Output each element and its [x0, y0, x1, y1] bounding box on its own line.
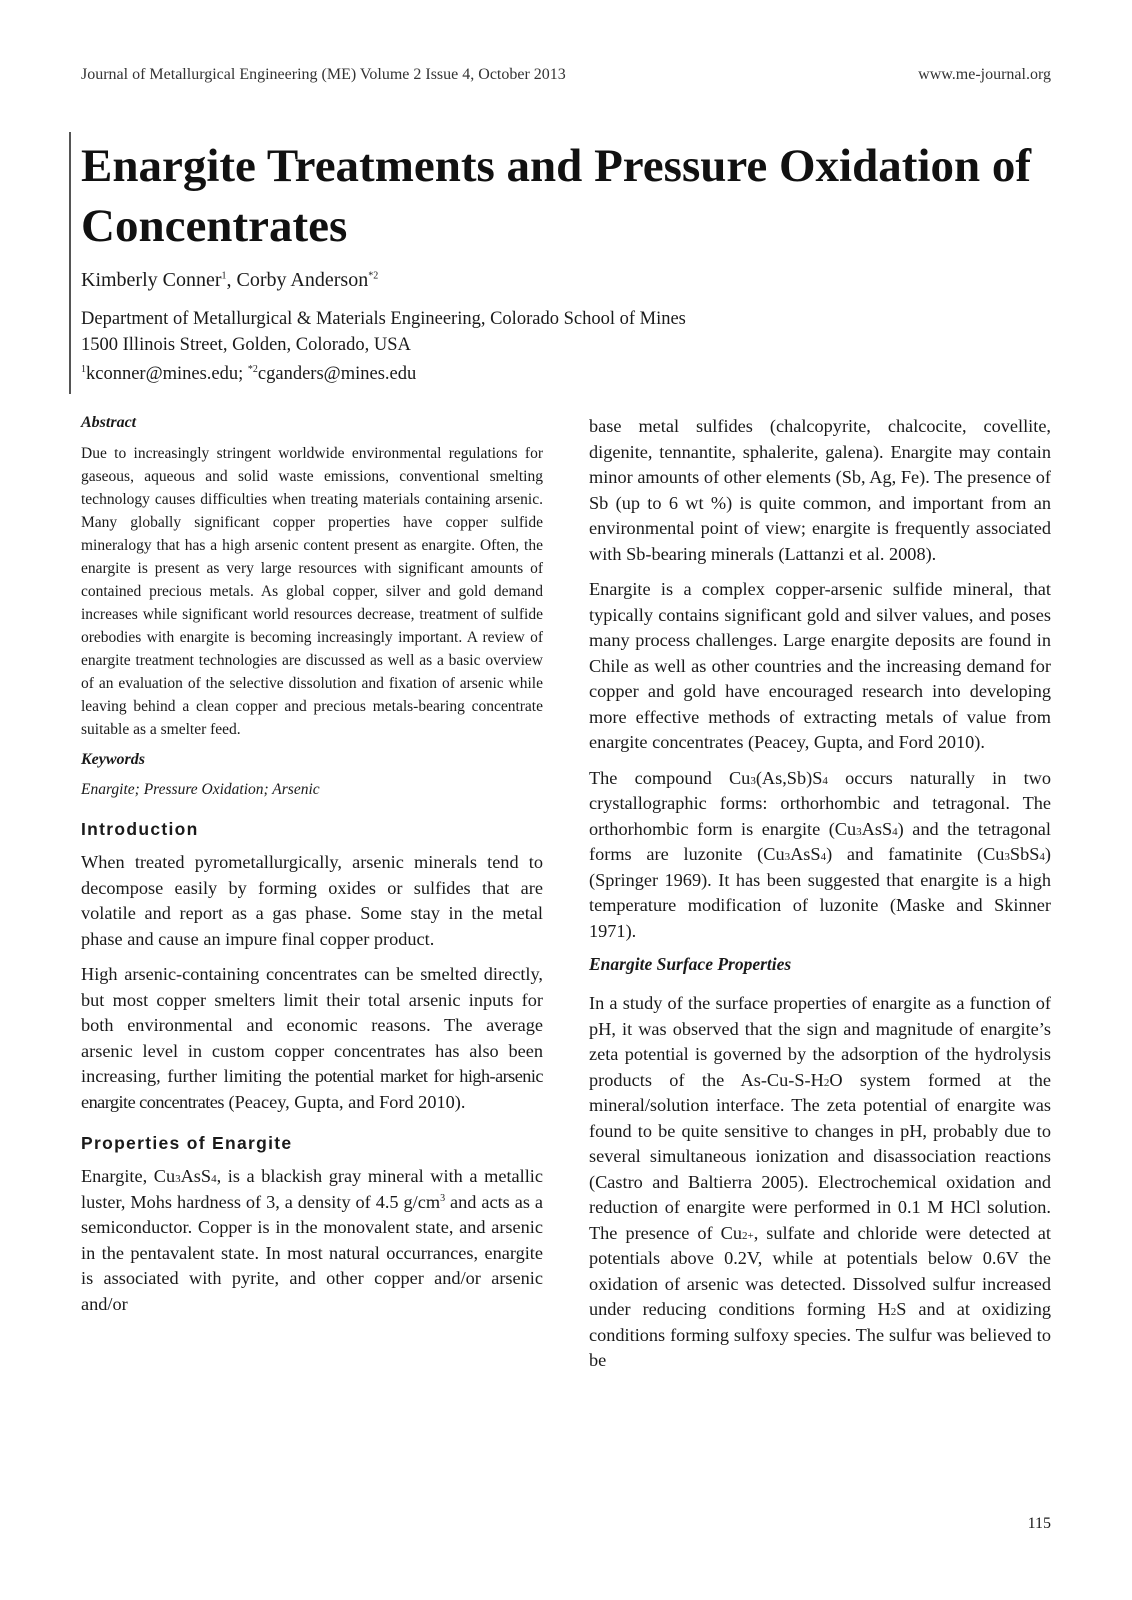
unit-superscript: 3: [440, 1192, 446, 1204]
affiliation-address: 1500 Illinois Street, Golden, Colorado, USA: [81, 335, 411, 355]
text-run: (Peacey, Gupta, and Ford 2010).: [223, 1091, 466, 1112]
title-rule: [69, 132, 71, 394]
surface-properties-heading: Enargite Surface Properties: [589, 954, 792, 974]
contact-emails: [81, 364, 416, 385]
right-column: [589, 414, 1051, 1384]
formula-subscript: 2: [890, 1306, 897, 1318]
introduction-paragraph: When treated pyrometallurgically, arsenic minerals tend to decompose easily by forming oxides or sulfides that are volatile and report as a gas phase. Some stay in the metal phase and cause an impure final copper product.: [81, 852, 543, 949]
text-run: and acts as a semiconductor. Copper is in the monovalent state, and arsenic in the pentavalent state. In most natural occurrances, enargite is associated with pyrite, and other copper and/or arsenic and/or: [81, 1191, 543, 1314]
author-marker: *2: [368, 270, 379, 282]
text-run: occurs naturally in two crystallographic forms: orthorhombic and tetragonal. The orthorhombic form is enargite (Cu: [589, 767, 1051, 839]
properties-paragraph: base metal sulfides (chalcopyrite, chalcocite, covellite, digenite, tennantite, sphalerite, galena). Enargite may contain minor amounts of other elements (Sb, Ag, Fe). The presence of Sb (up to 6 wt %) is quite common, and important from an environmental point of view; enargite is frequently associated with Sb-bearing minerals (Lattanzi et al. 2008).: [589, 416, 1051, 564]
properties-paragraph: [589, 766, 1051, 945]
formula-subscript: 3: [856, 825, 862, 838]
text-run: High arsenic-containing concentrates can be smelted directly, but most copper smelters limit their total arsenic inputs for both environmental and economic reasons. The average arsenic level in custom copper concentrates has also been increasing, further limiting: [81, 964, 543, 1086]
journal-citation: Journal of Metallurgical Engineering (ME) Volume 2 Issue 4, October 2013: [81, 66, 566, 83]
text-run: ) and the tetragonal forms are luzonite (Cu: [589, 818, 1052, 864]
properties-heading: Properties of Enargite: [81, 1133, 293, 1153]
introduction-heading: Introduction: [81, 819, 199, 839]
left-column: [81, 414, 543, 1327]
formula-subscript: 4: [1039, 851, 1045, 863]
formula-subscript: 4: [820, 851, 827, 863]
text-run: SbS: [1009, 844, 1040, 864]
author-line: [81, 269, 378, 292]
formula-subscript: 2: [823, 1076, 830, 1089]
page-number: 115: [1027, 1515, 1051, 1532]
text-run: AsS: [180, 1166, 212, 1186]
text-run: AsS: [861, 818, 893, 839]
formula-subscript: 4: [892, 825, 898, 838]
text-run: (As,Sb)S: [755, 767, 823, 788]
properties-paragraph: Enargite is a complex copper-arsenic sulfide mineral, that typically contains significant gold and silver values, and poses many process challenges. Large enargite deposits are found in Chile as well as other countries and the increasing demand for copper and gold have encouraged research into developing more effective methods of extracting metals of value from enargite concentrates (Peacey, Gupta, and Ford 2010).: [589, 579, 1051, 752]
formula-subscript: 3: [784, 851, 791, 863]
formula-subscript: 3: [750, 774, 756, 787]
text-run: Enargite, Cu: [81, 1166, 176, 1186]
formula-subscript: 4: [822, 774, 828, 787]
text-run: , is a blackish gray mineral with a metallic luster, Mohs hardness of 3, a density of 4.5 g/cm: [81, 1166, 543, 1212]
introduction-paragraph: [81, 962, 543, 1115]
email-address: cganders@mines.edu: [257, 364, 417, 384]
author-name: Corby Anderson: [236, 269, 369, 291]
ion-charge-subscript: 2+: [741, 1229, 754, 1242]
text-run: The compound Cu: [589, 767, 751, 788]
surface-properties-paragraph: [589, 991, 1051, 1374]
text-run: , sulfate and chloride were detected at potentials above 0.2V, while at potentials below 0.6V the oxidation of arsenic was detected. Dissolved sulfur increased under reducing conditions forming H: [589, 1222, 1052, 1319]
affiliation-department: Department of Metallurgical & Materials Engineering, Colorado School of Mines: [81, 309, 686, 329]
abstract-text: Due to increasingly stringent worldwide environmental regulations for gaseous, aqueous and solid waste emissions, conventional smelting technology causes difficulties when treating materials containing arsenic. Many globally significant copper properties have copper sulfide mineralogy that has a high arsenic content present as enargite. Often, the enargite is present as very large resources with significant amounts of contained precious metals. As global copper, silver and gold demand increases while significant world resources decrease, treatment of sulfide orebodies with enargite is becoming increasingly important. A review of enargite treatment technologies are discussed as well as a basic overview of an evaluation of the selective dissolution and fixation of arsenic while leaving behind a clean copper and precious metals-bearing concentrate suitable as a smelter feed.: [81, 445, 543, 738]
text-run: the potential market for high-arsenic enargite concentrates: [81, 1066, 543, 1112]
text-run: AsS: [790, 844, 821, 864]
text-run: ) and famatinite (Cu: [826, 844, 1005, 864]
formula-subscript: 3: [1004, 851, 1010, 863]
formula-subscript: 3: [175, 1173, 181, 1185]
formula-subscript: 4: [211, 1173, 217, 1185]
text-run: ) (Springer 1969). It has been suggested that enargite is a high temperature modification of luzonite (Maske and Skinner 1971).: [589, 844, 1051, 941]
author-separator: ,: [226, 269, 237, 291]
email-marker: 1: [81, 363, 86, 375]
journal-website: www.me-journal.org: [918, 66, 1051, 83]
email-marker: *2: [247, 363, 258, 375]
running-header: [81, 66, 1051, 84]
paper-title: Enargite Treatments and Pressure Oxidation of Concentrates: [81, 140, 1032, 252]
abstract-heading: Abstract: [81, 414, 137, 431]
affiliation: [81, 306, 686, 358]
email-address: kconner@mines.edu;: [86, 364, 248, 384]
keywords-heading: Keywords: [81, 751, 145, 768]
text-run: In a study of the surface properties of enargite as a function of pH, it was observed that the sign and magnitude of enargite’s zeta potential is governed by the adsorption of the hydrolysis products of the As-Cu-S-H: [589, 993, 1051, 1090]
keywords-text: Enargite; Pressure Oxidation; Arsenic: [81, 781, 320, 798]
text-run: O system formed at the mineral/solution interface. The zeta potential of enargite was found to be quite sensitive to changes in pH, probably due to several simultaneous ionization and disassociation reactions (Castro and Baltierra 2005). Electrochemical oxidation and reduction of enargite were performed in 0.1 M HCl solution. The presence of Cu: [589, 1069, 1051, 1243]
author-marker: 1: [221, 270, 227, 282]
text-run: S and at oxidizing conditions forming sulfoxy species. The sulfur was believed to be: [589, 1299, 1051, 1370]
author-name: Kimberly Conner: [81, 269, 222, 291]
properties-paragraph: [81, 1164, 543, 1317]
